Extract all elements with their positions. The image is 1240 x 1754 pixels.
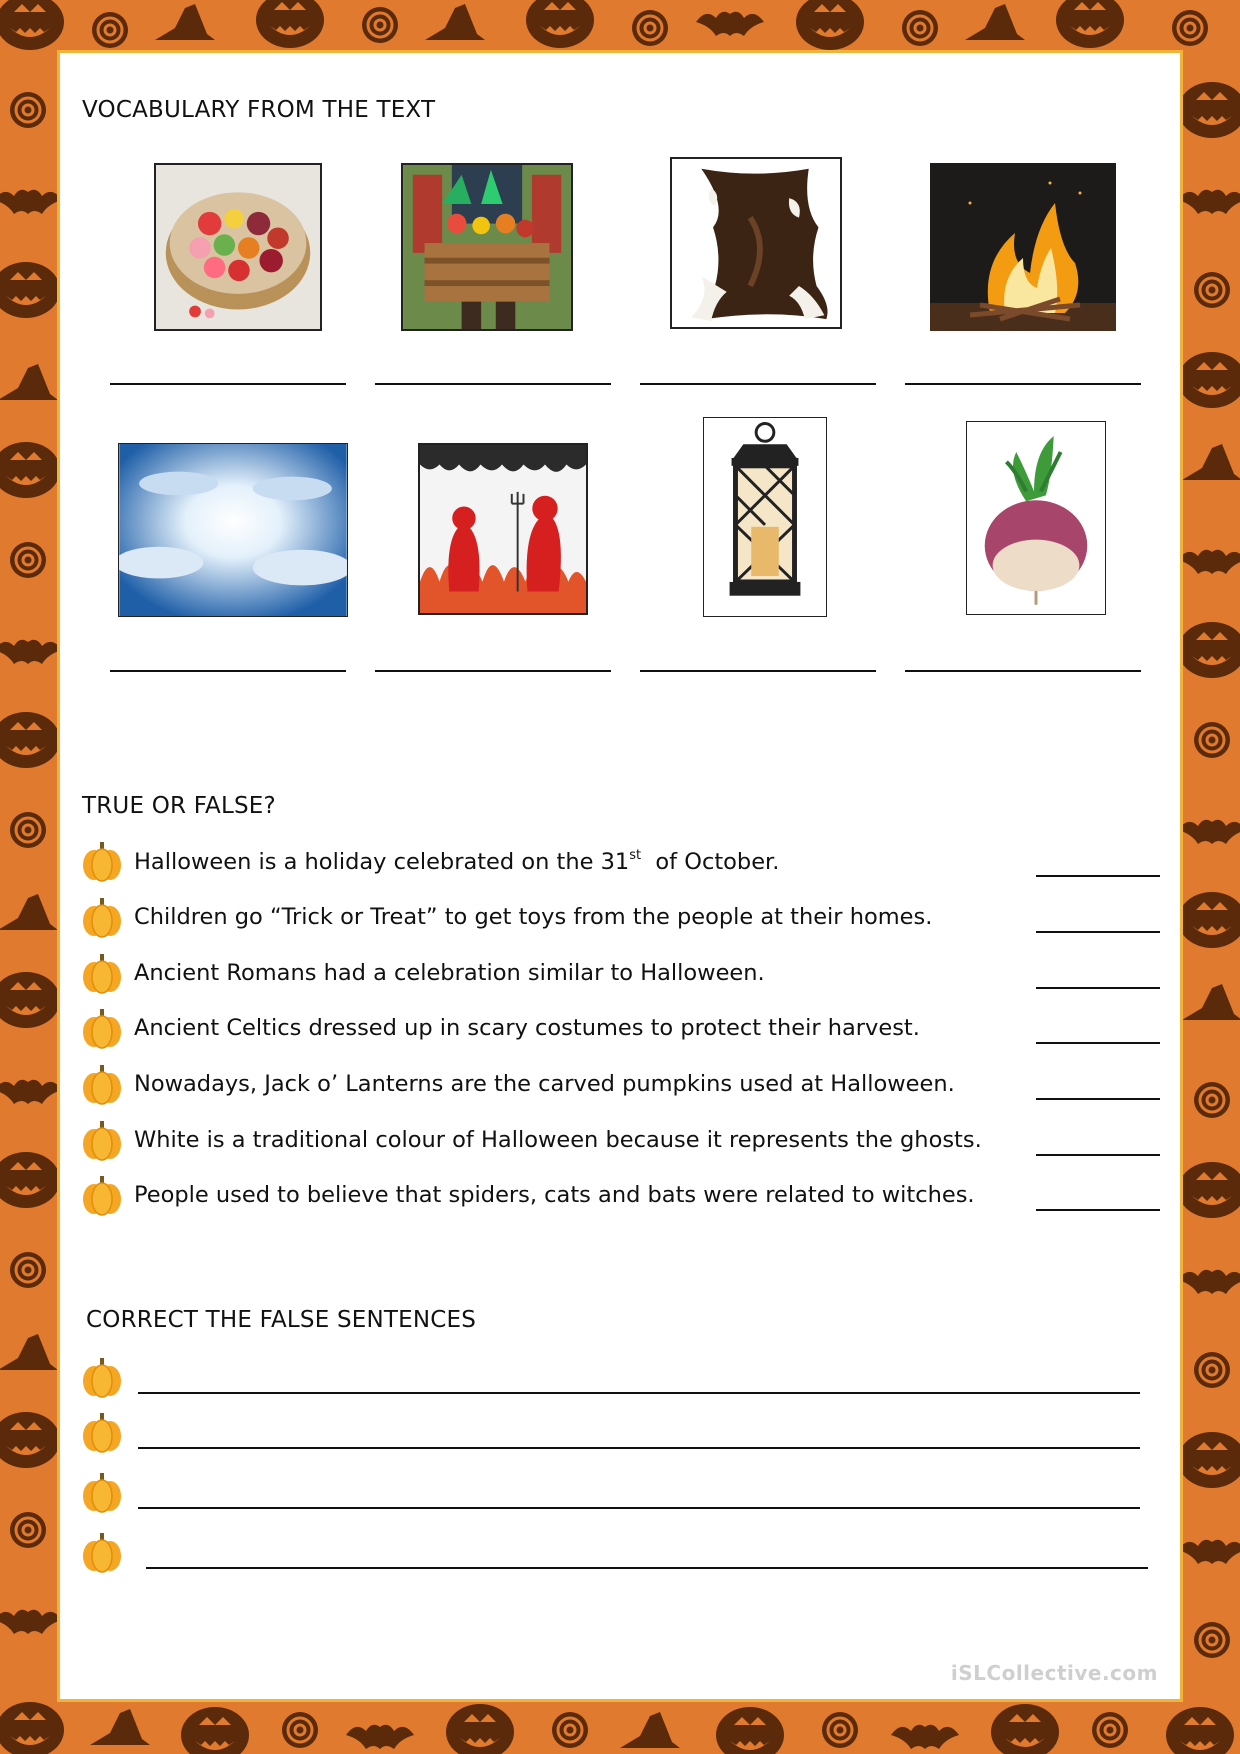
true-false-statement-2: Children go “Trick or Treat” to get toys from the people at their homes. <box>134 904 933 930</box>
true-false-row-7 <box>80 1174 1160 1218</box>
bonfire-picture <box>930 163 1116 331</box>
true-false-answer-line-1[interactable] <box>1036 875 1160 877</box>
true-false-answer-line-4[interactable] <box>1036 1042 1160 1044</box>
pumpkin-icon <box>80 1356 124 1398</box>
correction-row-2 <box>80 1411 1160 1455</box>
correction-line-2[interactable] <box>138 1447 1140 1449</box>
pumpkin-icon <box>80 1007 124 1049</box>
true-false-answer-line-2[interactable] <box>1036 931 1160 933</box>
true-false-statement-7: People used to believe that spiders, cats and bats were related to witches. <box>134 1182 975 1208</box>
vocabulary-heading: VOCABULARY FROM THE TEXT <box>82 97 436 123</box>
true-false-row-3 <box>80 952 1160 996</box>
true-false-answer-line-6[interactable] <box>1036 1154 1160 1156</box>
pumpkin-icon <box>80 1119 124 1161</box>
pumpkin-icon <box>80 1174 124 1216</box>
correction-line-3[interactable] <box>138 1507 1140 1509</box>
watermark: iSLCollective.com <box>950 1661 1158 1685</box>
correction-row-3 <box>80 1471 1160 1515</box>
pumpkin-icon <box>80 1063 124 1105</box>
true-false-answer-line-7[interactable] <box>1036 1209 1160 1211</box>
turnip-picture <box>966 421 1106 615</box>
worksheet-page <box>57 50 1183 1702</box>
vocabulary-answer-line-7[interactable] <box>640 670 876 672</box>
candy-tin-picture <box>154 163 322 331</box>
true-false-row-4 <box>80 1007 1160 1051</box>
pumpkin-icon <box>80 1471 124 1513</box>
true-false-answer-line-3[interactable] <box>1036 987 1160 989</box>
pumpkin-icon <box>80 896 124 938</box>
true-false-statement-4: Ancient Celtics dressed up in scary costumes to protect their harvest. <box>134 1015 920 1041</box>
correction-row-4 <box>80 1531 1160 1575</box>
cow-hide-picture <box>670 157 842 329</box>
vocabulary-answer-line-8[interactable] <box>905 670 1141 672</box>
vocabulary-answer-line-3[interactable] <box>640 383 876 385</box>
lantern-picture <box>703 417 827 617</box>
true-false-statement-6: White is a traditional colour of Halloween because it represents the ghosts. <box>134 1127 982 1153</box>
harvest-crate-picture <box>401 163 573 331</box>
heaven-sky-picture <box>118 443 348 617</box>
pumpkin-icon <box>80 840 124 882</box>
true-false-statement-1: Halloween is a holiday celebrated on the 31st of October. <box>134 848 780 875</box>
correct-sentences-heading: CORRECT THE FALSE SENTENCES <box>86 1307 477 1333</box>
vocabulary-answer-line-1[interactable] <box>110 383 346 385</box>
devils-in-hell-picture <box>418 443 588 615</box>
vocabulary-answer-line-4[interactable] <box>905 383 1141 385</box>
true-false-row-2 <box>80 896 1160 940</box>
true-false-row-5 <box>80 1063 1160 1107</box>
correction-row-1 <box>80 1356 1160 1400</box>
true-false-answer-line-5[interactable] <box>1036 1098 1160 1100</box>
vocabulary-answer-line-2[interactable] <box>375 383 611 385</box>
true-false-row-6 <box>80 1119 1160 1163</box>
true-false-row-1 <box>80 840 1160 884</box>
true-false-statement-5: Nowadays, Jack o’ Lanterns are the carved pumpkins used at Halloween. <box>134 1071 955 1097</box>
true-false-statement-3: Ancient Romans had a celebration similar to Halloween. <box>134 960 765 986</box>
correction-line-1[interactable] <box>138 1392 1140 1394</box>
true-false-heading: TRUE OR FALSE? <box>82 793 276 819</box>
pumpkin-icon <box>80 952 124 994</box>
vocabulary-answer-line-5[interactable] <box>110 670 346 672</box>
correction-line-4[interactable] <box>146 1567 1148 1569</box>
vocabulary-answer-line-6[interactable] <box>375 670 611 672</box>
pumpkin-icon <box>80 1411 124 1453</box>
pumpkin-icon <box>80 1531 124 1573</box>
